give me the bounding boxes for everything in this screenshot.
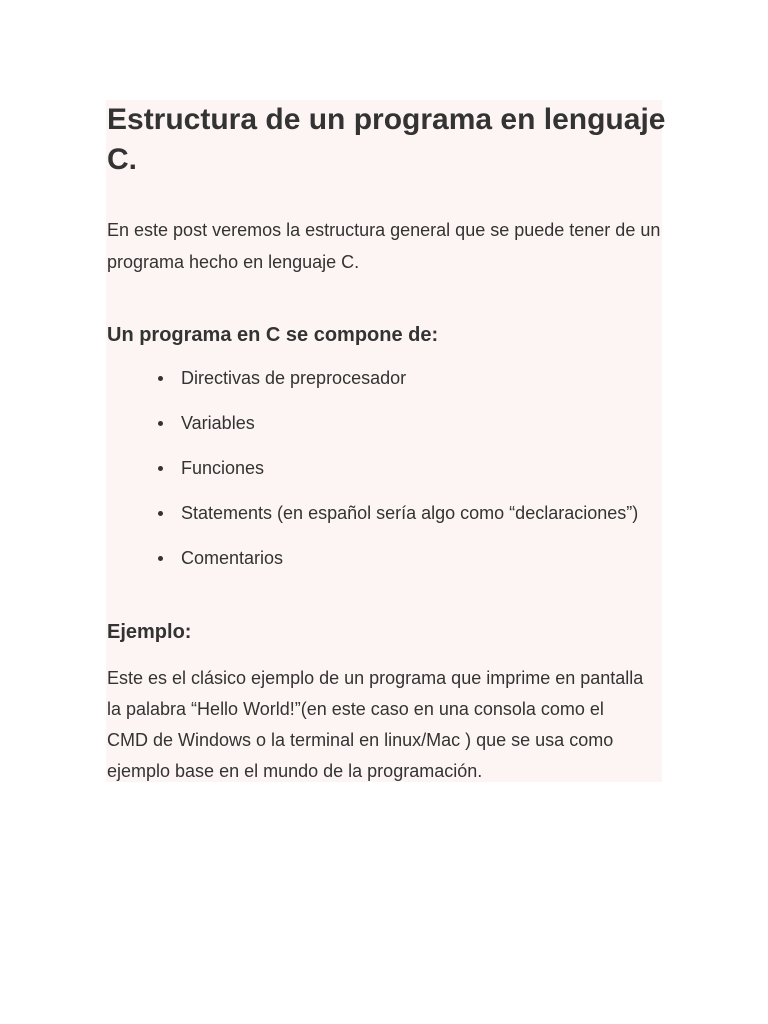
list-item: [150, 495, 670, 540]
page-title: Estructura de un programa en lenguaje C.: [107, 103, 666, 176]
component-list: [150, 360, 670, 585]
list-item-label: Statements (en español sería algo como “declaraciones”): [181, 503, 639, 523]
example-heading: Ejemplo:: [107, 621, 192, 643]
list-item: [150, 360, 670, 405]
example-paragraph: Este es el clásico ejemplo de un programa que imprime en pantalla la palabra “Hello World!”(en este caso en una consola como el CMD de Windows o la terminal en linux/Mac ) que se usa como ejemplo base en el mundo de la programación.: [107, 668, 644, 781]
list-item-label: Funciones: [181, 458, 265, 478]
list-item: [150, 450, 670, 495]
list-item-label: Variables: [181, 413, 255, 433]
bullet-icon: [158, 556, 163, 561]
bullet-icon: [158, 511, 163, 516]
list-item-label: Comentarios: [181, 548, 284, 568]
compose-heading: Un programa en C se compone de:: [107, 324, 439, 346]
list-item: [150, 405, 670, 450]
bullet-icon: [158, 421, 163, 426]
bullet-icon: [158, 376, 163, 381]
bullet-icon: [158, 466, 163, 471]
list-item: [150, 540, 670, 585]
list-item-label: Directivas de preprocesador: [181, 368, 407, 388]
intro-paragraph: En este post veremos la estructura general que se puede tener de un programa hecho en lenguaje C.: [107, 220, 661, 272]
